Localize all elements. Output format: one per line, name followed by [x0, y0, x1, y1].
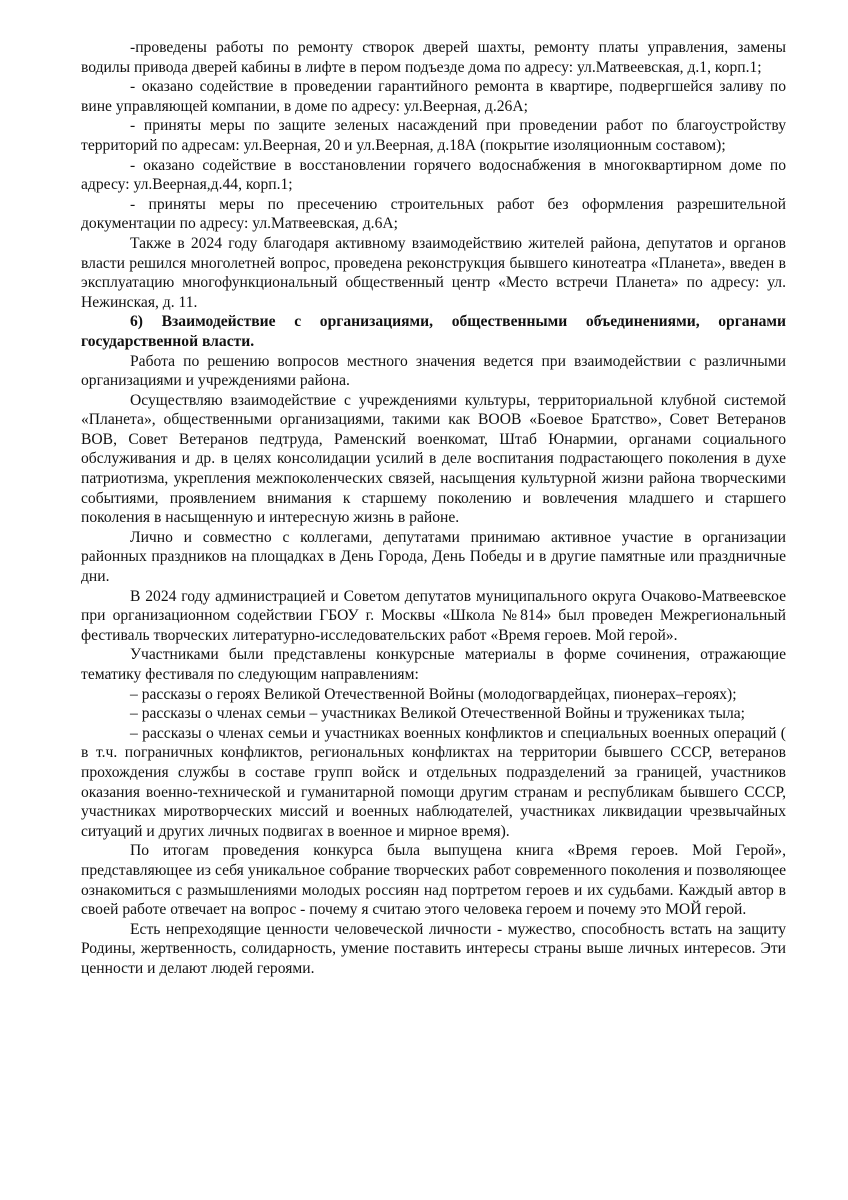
- paragraph-green-spaces: - приняты меры по защите зеленых насаждений при проведении работ по благоустройству территорий по адресам: ул.Веерная, 20 и ул.Веерная, д.18А (покрытие изоляционным составом);: [81, 117, 786, 154]
- paragraph-book: По итогам проведения конкурса была выпущена книга «Время героев. Мой Герой», представляющее из себя уникальное собрание творческих работ современного поколения и позволяющее ознакомиться с размышлениями молодых россиян над портретом героев и их судьбами. Каждый автор в своей работе отвечает на вопрос - почему я считаю этого человека героем и почему это МОЙ герой.: [81, 842, 786, 919]
- paragraph-cooperation: Осуществляю взаимодействие с учреждениями культуры, территориальной клубной системой «Планета», общественными организациями, такими как ВООВ «Боевое Братство», Совет Ветеранов ВОВ, Совет Ветеранов педтруда, Раменский военкомат, Штаб Юнармии, органами социального обслуживания и др. в целях консолидации усилий в деле воспитания подрастающего поколения в духе патриотизма, укрепления межпоколенческих связей, насыщения культурной жизни района творческими событиями, проявлением внимания к старшему поколению и вовлечения младшего и старшего поколения в насыщенную и интересную жизнь в районе.: [81, 391, 786, 527]
- paragraph-holidays: Лично и совместно с коллегами, депутатами принимаю активное участие в организации районных праздников на площадках в День Города, День Победы и в другие памятные или праздничные дни.: [81, 528, 786, 586]
- list-item-family-wwii: – рассказы о членах семьи – участниках Великой Отечественной Войны и тружениках тыла;: [130, 705, 746, 723]
- paragraph-warranty-repair: - оказано содействие в проведении гарантийного ремонта в квартире, подвергшейся заливу по вине управляющей компании, в доме по адресу: ул.Веерная, д.26А;: [81, 78, 786, 115]
- paragraph-elevator-repair: -проведены работы по ремонту створок дверей шахты, ремонту платы управления, замены водилы привода дверей кабины в лифте в пером подъезде дома по адресу: ул.Матвеевская, д.1, корп.1;: [81, 39, 786, 76]
- paragraph-planeta-reconstruction: Также в 2024 году благодаря активному взаимодействию жителей района, депутатов и органов власти решился многолетней вопрос, проведена реконструкция бывшего кинотеатра «Планета», введен в эксплуатацию многофункциональный общественный центр «Место встречи Планета» по адресу: ул. Нежинская, д. 11.: [81, 234, 786, 311]
- list-item-military-conflicts: – рассказы о членах семьи и участниках военных конфликтов и специальных военных операций ( в т.ч. пограничных конфликтов, региональных конфликтах на территории бывшего СССР, ветеранов прохождения службы в составе групп войск и отдельных подразделений за границей, участников оказания военно-технической и гуманитарной помощи другим странам и республикам бывшего СССР, участниках миротворческих миссий и военных наблюдателей, участниках ликвидации чрезвычайных ситуаций и других личных подвигах в военное и мирное время).: [81, 724, 786, 840]
- paragraph-participants: Участниками были представлены конкурсные материалы в форме сочинения, отражающие тематику фестиваля по следующим направлениям:: [81, 646, 786, 683]
- section-heading-interaction: 6) Взаимодействие с организациями, общественными объединениями, органами государственной власти.: [81, 313, 786, 350]
- paragraph-values: Есть непреходящие ценности человеческой личности - мужество, способность встать на защиту Родины, жертвенность, солидарность, умение поставить интересы страны выше личных интересов. Эти ценности и делают людей героями.: [81, 920, 786, 977]
- document-page: [81, 38, 786, 979]
- paragraph-festival: В 2024 году администрацией и Советом депутатов муниципального округа Очаково-Матвеевское при организационном содействии ГБОУ г. Москвы «Школа №814» был проведен Межрегиональный фестиваль творческих литературно-исследовательских работ «Время героев. Мой герой».: [81, 587, 786, 644]
- paragraph-local-issues: Работа по решению вопросов местного значения ведется при взаимодействии с различными организациями и учреждениями района.: [81, 352, 786, 390]
- list-item-wwii-heroes: – рассказы о героях Великой Отечественной Войны (молодогвардейцах, пионерах–героях);: [130, 685, 737, 703]
- paragraph-hot-water: - оказано содействие в восстановлении горячего водоснабжения в многоквартирном доме по адресу: ул.Веерная,д.44, корп.1;: [81, 156, 786, 194]
- paragraph-construction-stop: - приняты меры по пресечению строительных работ без оформления разрешительной документации по адресу: ул.Матвеевская, д.6А;: [81, 195, 786, 233]
